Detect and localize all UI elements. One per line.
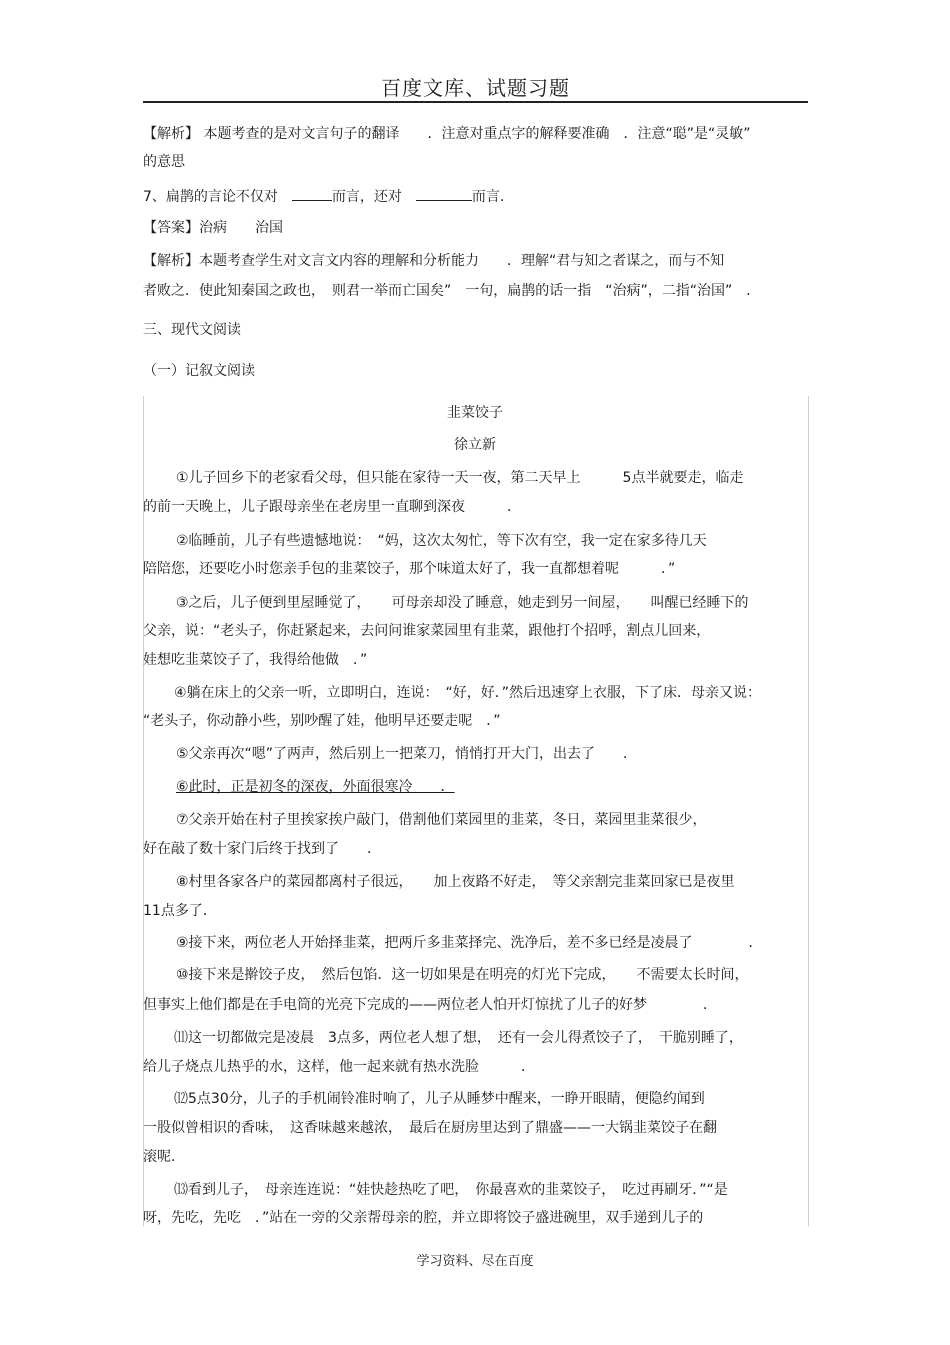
story-line: ⑩接下来是擀饺子皮， 然后包馅．这一切如果是在明亮的灯光下完成， 不需要太长时间， [176,967,749,983]
question-7: 7、扁鹊的言论不仅对 而言，还对 而言． [143,186,514,206]
story-line: ④躺在床上的父亲一听，立即明白，连说： “好，好．”然后迅速穿上衣服，下了床．母亲又说： [174,685,762,701]
story-line: ⑾这一切都做完是凌晨 3点多，两位老人想了想， 还有一会儿得煮饺子了， 干脆别睡了， [174,1030,743,1046]
story-line: 给儿子烧点儿热乎的水，这样，他一起来就有热水洗脸 ． [143,1059,535,1075]
story-line: 滚呢． [143,1149,185,1165]
story-line: 父亲，说：“老头子，你赶紧起来，去问问谁家菜园里有韭菜，跟他打个招呼，割点儿回来， [143,623,711,639]
story-line: ①儿子回乡下的老家看父母，但只能在家待一天一夜，第二天早上 5点半就要走，临走 [176,470,744,486]
analysis-label: 【解析】 [143,126,199,142]
story-line: ⑨接下来，两位老人开始择韭菜，把两斤多韭菜择完、洗净后，差不多已经是凌晨了 ． [176,935,763,951]
analysis-6-line-1: 【解析】 本题考查的是对文言句子的翻译 ．注意对重点字的解释要准确 ．注意“聪”是“灵敏” [143,126,751,142]
story-line: 但事实上他们都是在手电筒的光亮下完成的——两位老人怕开灯惊扰了儿子的好梦 ． [143,997,717,1013]
answer-7: 【答案】治病 治国 [143,220,283,236]
analysis-6-line-2: 的意思 [143,154,185,170]
subsection-heading: （一）记叙文阅读 [143,363,255,379]
analysis-7-line-2: 者败之．使此知秦国之政也， 则君一举而亡国矣” 一句，扁鹊的话一指 “治病”，二指“治国” ． [143,283,761,299]
answer-blank [416,186,472,201]
story-title: 韭菜饺子 [447,405,503,421]
story-line: ③之后，儿子便到里屋睡觉了， 可母亲却没了睡意，她走到另一间屋， 叫醒已经睡下的 [176,595,749,611]
page-footer: 学习资料、尽在百度 [416,1254,534,1269]
story-line: “老头子，你动静小些，别吵醒了娃，他明早还要走呢 ．” [143,713,501,729]
header-divider [143,101,808,103]
story-line: 11点多了． [143,903,217,919]
story-line: 一股似曾相识的香味， 这香味越来越浓， 最后在厨房里达到了鼎盛——一大锅韭菜饺子在翻 [143,1120,717,1136]
story-line: 好在敲了数十家门后终于找到了 ． [143,841,381,857]
story-line: ⑿5点30分，儿子的手机闹铃准时响了，儿子从睡梦中醒来，一睁开眼睛，便隐约闻到 [174,1091,705,1107]
story-line-underlined: ⑥此时，正是初冬的深夜，外面很寒冷 ． [176,779,455,795]
story-line: ⑦父亲开始在村子里挨家挨户敲门，借割他们菜园里的韭菜，冬日，菜园里韭菜很少， [176,812,707,828]
story-line: ②临睡前，儿子有些遗憾地说： “妈，这次太匆忙，等下次有空，我一定在家多待几天 [176,533,707,549]
story-line: ⑤父亲再次“嗯”了两声，然后别上一把菜刀，悄悄打开大门，出去了 ． [176,746,638,762]
story-line: ⑧村里各家各户的菜园都离村子很远， 加上夜路不好走， 等父亲割完韭菜回家已是夜里 [176,874,735,890]
analysis-7-line-1: 【解析】本题考查学生对文言文内容的理解和分析能力 ．理解“君与知之者谋之，而与不知 [143,253,725,269]
story-line: 陪陪您，还要吃小时您亲手包的韭菜饺子，那个味道太好了，我一直都想着呢 ．” [143,561,676,577]
story-line: 的前一天晚上，儿子跟母亲坐在老房里一直聊到深夜 ． [143,499,521,515]
page-title: 百度文库、试题习题 [381,76,570,100]
story-author: 徐立新 [454,437,496,453]
story-line: 呀，先吃，先吃 ．”站在一旁的父亲帮母亲的腔，并立即将饺子盛进碗里，双手递到儿子的 [143,1210,704,1226]
story-line: 娃想吃韭菜饺子了，我得给他做 ．” [143,652,368,668]
section-heading: 三、现代文阅读 [143,322,241,338]
story-line: ⒀看到儿子， 母亲连连说：“娃快趁热吃了吧， 你最喜欢的韭菜饺子， 吃过再刷牙．”“是 [174,1182,728,1198]
answer-blank [292,186,332,201]
